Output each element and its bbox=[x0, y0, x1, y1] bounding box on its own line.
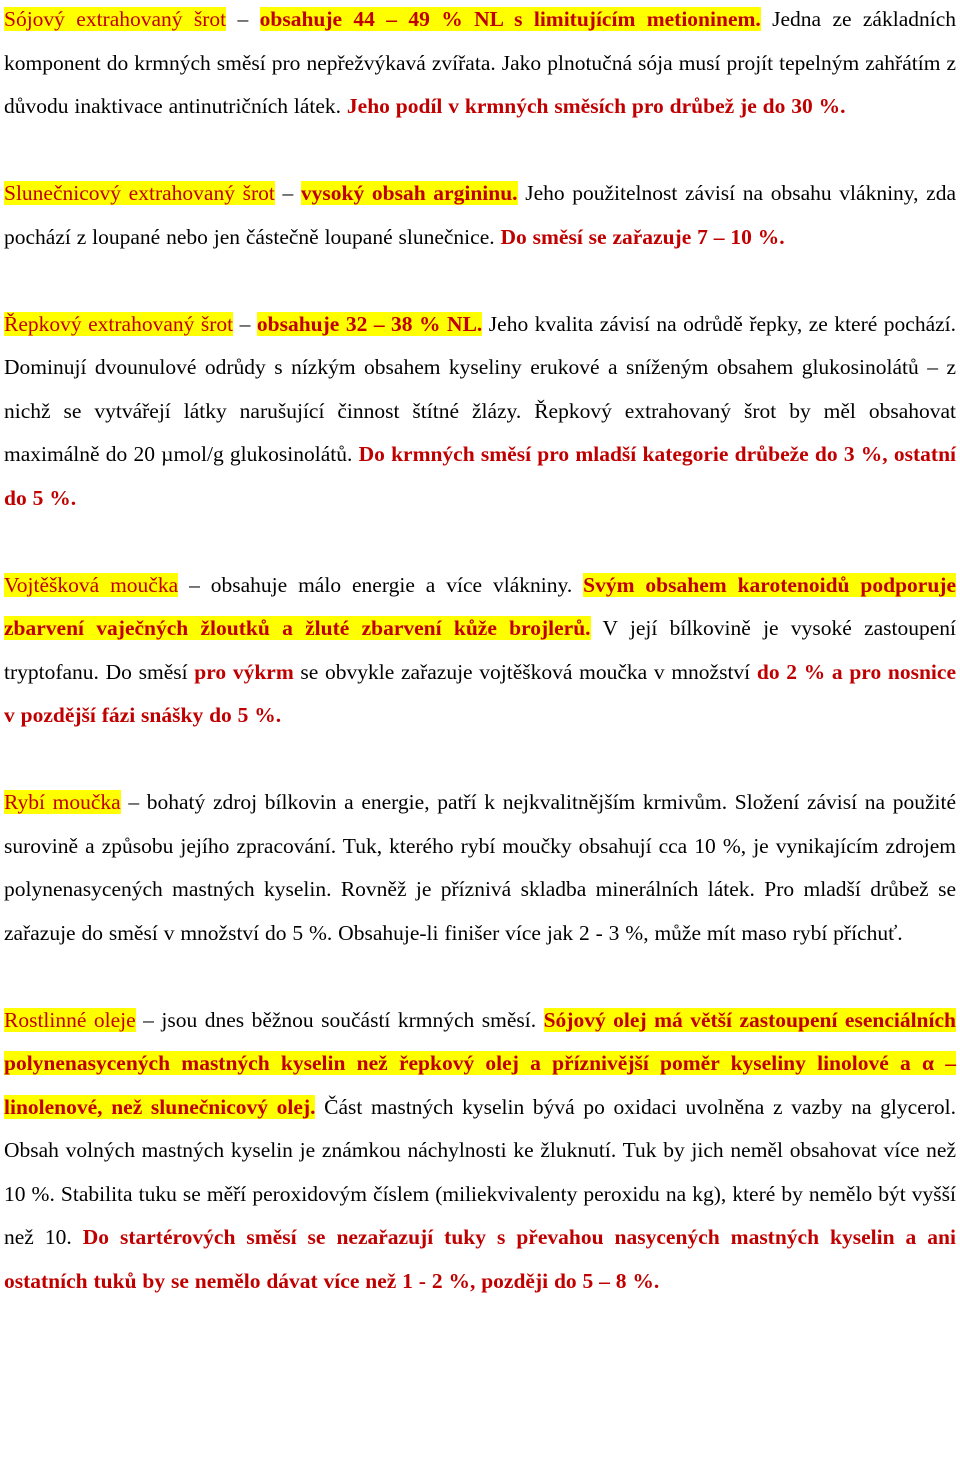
paragraph-repkovy-srot bbox=[4, 303, 956, 521]
term-highlight: Rostlinné oleje bbox=[4, 1007, 136, 1032]
term-highlight: Sójový extrahovaný šrot bbox=[4, 7, 227, 31]
body-text: Část mastných kyselin bývá po oxidaci uvolněna z vazby na glycerol. Obsah volných mastných kyselin je známkou náchylnosti ke žluknutí. Tuk by jich neměl obsahovat více než 10 %. Stabilita tuku se měří peroxidovým číslem (miliekvivalenty peroxidu na kg), které by nemělo být vyšší než 10. bbox=[4, 1094, 957, 1249]
key-fact-highlight: obsahuje 32 – 38 % NL. bbox=[256, 311, 483, 336]
emphasis-text: Do směsí se zařazuje 7 – 10 %. bbox=[500, 224, 785, 249]
document-page bbox=[4, 0, 956, 1303]
emphasis-text: pro výkrm bbox=[194, 659, 294, 684]
key-fact-highlight: obsahuje 44 – 49 % NL s limitujícím metioninem. bbox=[259, 7, 761, 31]
paragraph-vojteskova-moucka bbox=[4, 564, 956, 738]
body-text: – bohatý zdroj bílkovin a energie, patří k nejkvalitnějším krmivům. Složení závisí na použité surovině a způsobu jejího zpracování. Tuk, kterého rybí moučky obsahují cca 10 %, je vynikajícím zdrojem polynenasycených mastných kyselin. Rovněž je příznivá skladba minerálních látek. Pro mladší drůbež se zařazuje do směsí v množství do 5 %. Obsahuje-li finišer více jak 2 - 3 %, může mít maso rybí příchuť. bbox=[4, 790, 957, 945]
emphasis-text: do 2 % a pro nosnice v pozdější fázi snášky do 5 %. bbox=[4, 659, 956, 727]
body-text: – bbox=[274, 181, 301, 205]
body-text: Jeho kvalita závisí na odrůdě řepky, ze které pochází. Dominují dvounulové odrůdy s nízkým obsahem kyseliny erukové a sníženým obsahem glukosinolátů – z nichž se vytvářejí látky narušující činnost štítné žlázy. Řepkový extrahovaný šrot by měl obsahovat maximálně do 20 µmol/g glukosinolátů. bbox=[4, 311, 957, 466]
paragraph-rybi-moucka bbox=[4, 781, 956, 955]
body-text: – bbox=[233, 311, 257, 336]
body-text: – jsou dnes běžnou součástí krmných směsí. bbox=[135, 1007, 544, 1032]
body-text: Jeho použitelnost závisí na obsahu vlákniny, zda pochází z loupané nebo jen částečně loupané slunečnice. bbox=[4, 181, 957, 249]
body-text: – bbox=[226, 7, 260, 31]
key-fact-highlight: Svým obsahem karotenoidů podporuje zbarvení vaječných žloutků a žluté zbarvení kůže brojlerů. bbox=[4, 572, 956, 640]
paragraph-sojovy-srot bbox=[4, 0, 956, 129]
term-highlight: Vojtěšková moučka bbox=[4, 572, 179, 597]
body-text: V její bílkovině je vysoké zastoupení tryptofanu. Do směsí bbox=[4, 616, 957, 684]
key-fact-highlight: vysoký obsah argininu. bbox=[300, 181, 518, 205]
paragraph-rostlinne-oleje bbox=[4, 999, 956, 1304]
emphasis-text: Jeho podíl v krmných směsích pro drůbež je do 30 %. bbox=[346, 94, 846, 118]
body-text: – obsahuje málo energie a více vlákniny. bbox=[178, 572, 584, 597]
paragraph-slunecnicovy-srot bbox=[4, 172, 956, 259]
term-highlight: Řepkový extrahovaný šrot bbox=[4, 311, 234, 336]
body-text: Jedna ze základních komponent do krmných směsí pro nepřežvýkavá zvířata. Jako plnotučná sója musí projít tepelným zahřátím z důvodu inaktivace antinutričních látek. bbox=[4, 7, 957, 118]
emphasis-text: Do krmných směsí pro mladší kategorie drůbeže do 3 %, ostatní do 5 %. bbox=[4, 442, 956, 510]
term-highlight: Slunečnicový extrahovaný šrot bbox=[4, 181, 275, 205]
body-text: se obvykle zařazuje vojtěšková moučka v množství bbox=[293, 659, 757, 684]
term-highlight: Rybí moučka bbox=[4, 790, 121, 814]
key-fact-highlight: Sójový olej má větší zastoupení esenciálních polynenasycených mastných kyselin než řepkový olej a příznivější poměr kyseliny linolové a α – linolenové, než slunečnicový olej. bbox=[4, 1007, 956, 1119]
emphasis-text: Do startérových směsí se nezařazují tuky s převahou nasycených mastných kyselin a ani ostatních tuků by se nemělo dávat více než 1 - 2 %, později do 5 – 8 %. bbox=[4, 1225, 956, 1293]
